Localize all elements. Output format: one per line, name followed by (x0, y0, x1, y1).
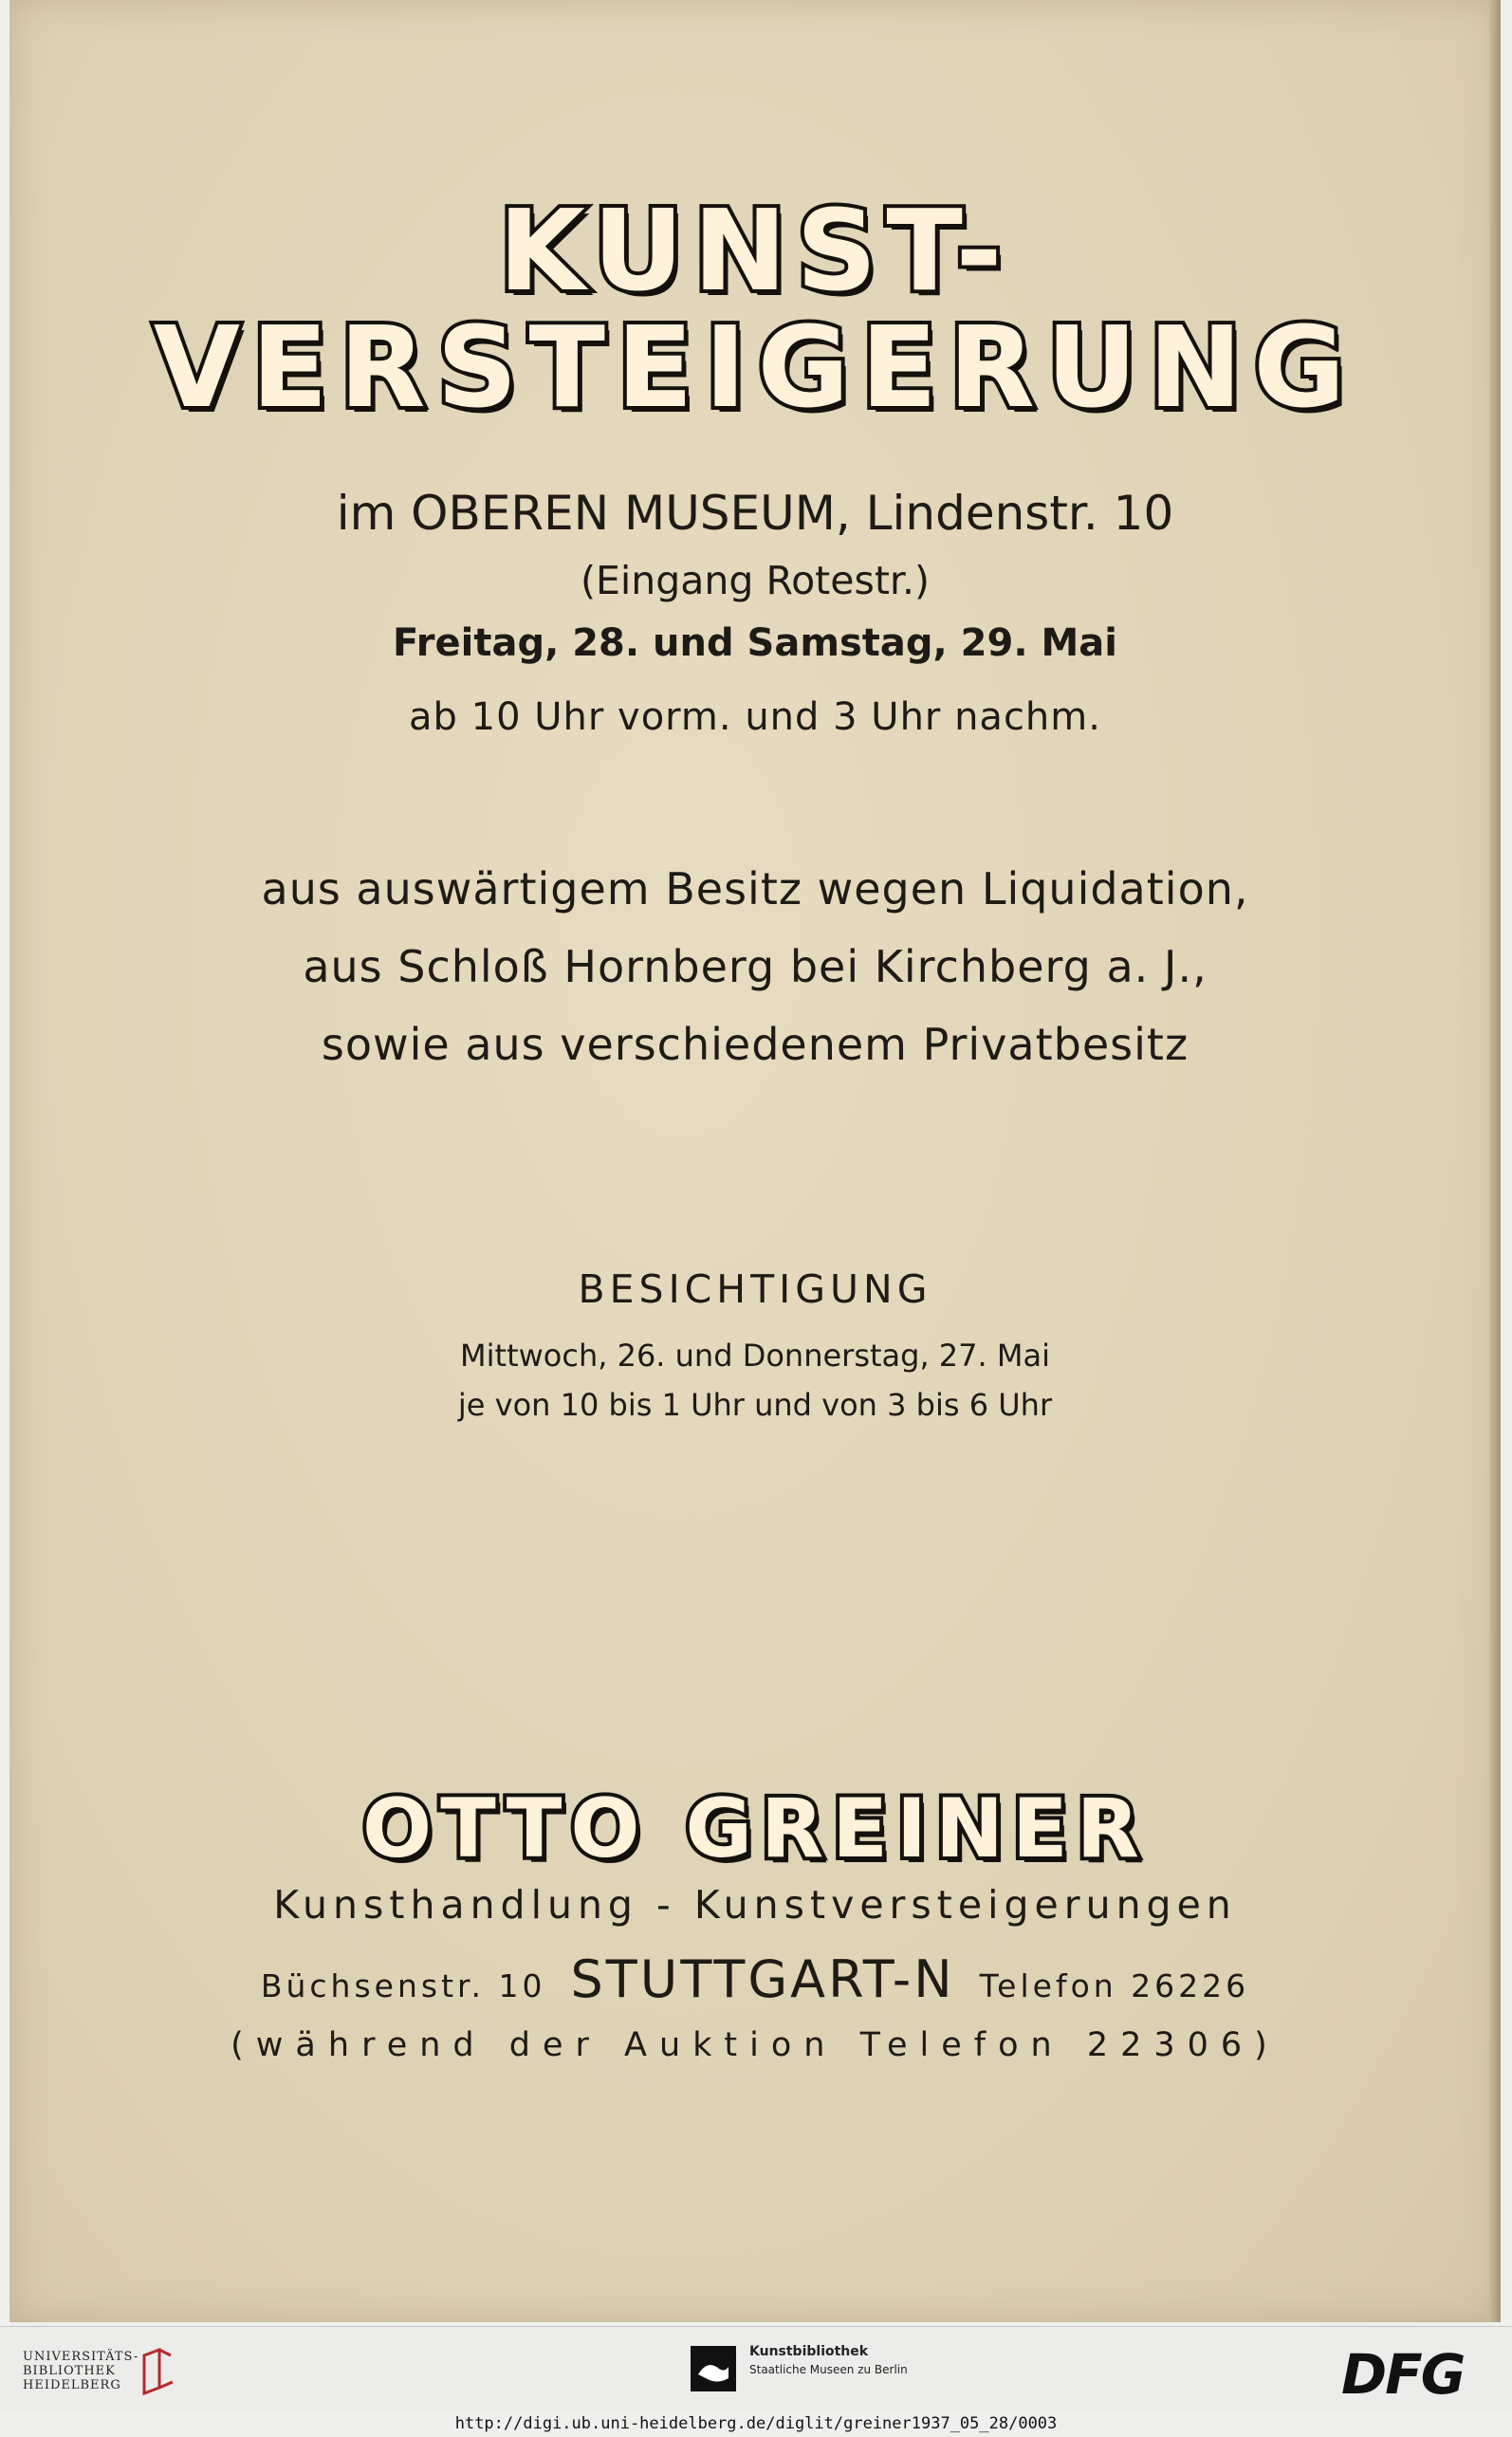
viewing-days: Mittwoch, 26. und Donnerstag, 27. Mai (460, 1338, 1050, 1374)
footer (0, 2326, 1512, 2437)
firm-name: OTTO GREINER (362, 1782, 1148, 1876)
auction-times: ab 10 Uhr vorm. und 3 Uhr nachm. (409, 695, 1101, 739)
university-library-logo-icon (137, 2346, 178, 2397)
kunstbibliothek-name: Kunstbibliothek (749, 2344, 869, 2359)
footer-band (0, 2326, 1512, 2410)
poster-page (9, 0, 1501, 2322)
auction-dates: Freitag, 28. und Samstag, 29. Mai (393, 621, 1117, 665)
permalink[interactable]: http://digi.ub.uni-heidelberg.de/diglit/greiner1937_05_28/0003 (454, 2414, 1058, 2433)
kunstbibliothek-subtitle: Staatliche Museen zu Berlin (749, 2363, 908, 2376)
kunstbibliothek-logo-icon (691, 2346, 736, 2391)
firm-tagline: Kunsthandlung - Kunstversteigerungen (273, 1882, 1237, 1928)
viewing-heading: BESICHTIGUNG (578, 1266, 932, 1312)
venue: im OBEREN MUSEUM, Lindenstr. 10 (336, 486, 1174, 541)
source-line: aus auswärtigem Besitz wegen Liquidation, (261, 863, 1249, 914)
title-line-1: KUNST- (498, 185, 1012, 316)
entrance-note: (Eingang Rotestr.) (580, 558, 931, 603)
street-address: Büchsenstr. 10 (260, 1967, 546, 2004)
source-line: sowie aus verschiedenem Privatbesitz (321, 1019, 1189, 1070)
dfg-logo: DFG (1341, 2342, 1465, 2407)
auction-phone: (während der Auktion Telefon 22306) (230, 2026, 1280, 2064)
source-line: aus Schloß Hornberg bei Kirchberg a. J., (303, 941, 1208, 992)
phone-number: Telefon 26226 (979, 1967, 1250, 2004)
city: STUTTGART-N (570, 1949, 955, 2009)
firm-address (9, 1949, 1501, 2009)
title-line-2: VERSTEIGERUNG (153, 302, 1357, 433)
viewing-hours: je von 10 bis 1 Uhr und von 3 bis 6 Uhr (457, 1387, 1053, 1423)
university-library-logo-text: UNIVERSITÄTS- BIBLIOTHEK HEIDELBERG (23, 2350, 139, 2392)
